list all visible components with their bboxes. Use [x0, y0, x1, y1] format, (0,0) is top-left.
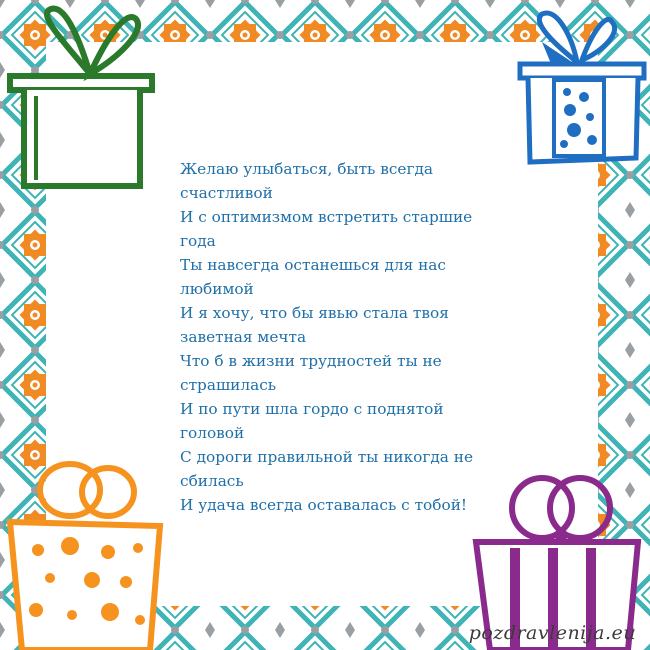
poem-line: Желаю улыбаться, быть всегда [180, 160, 434, 178]
poem-line: страшилась [180, 376, 277, 394]
poem-line: года [180, 232, 216, 250]
poem-line: заветная мечта [180, 328, 307, 346]
watermark: pozdravlenija.eu [468, 622, 636, 644]
poem-line: любимой [180, 280, 254, 298]
poem-line: головой [180, 424, 245, 442]
poem-text [180, 157, 530, 517]
poem-line: Ты навсегда останешься для нас [180, 256, 446, 274]
poem-line: счастливой [180, 184, 273, 202]
orange-gift-icon [0, 460, 175, 650]
poem-line: Что б в жизни трудностей ты не [180, 352, 442, 370]
poem-line: И я хочу, что бы явью стала твоя [180, 304, 449, 322]
poem-line: сбилась [180, 472, 244, 490]
poem-line: И с оптимизмом встретить старшие [180, 208, 473, 226]
poem-line: И удача всегда оставалась с тобой! [180, 496, 468, 514]
blue-gift-icon [512, 2, 650, 166]
poem-line: С дороги правильной ты никогда не [180, 448, 474, 466]
poem-line: И по пути шла гордо с поднятой [180, 400, 444, 418]
green-gift-icon [6, 4, 156, 192]
